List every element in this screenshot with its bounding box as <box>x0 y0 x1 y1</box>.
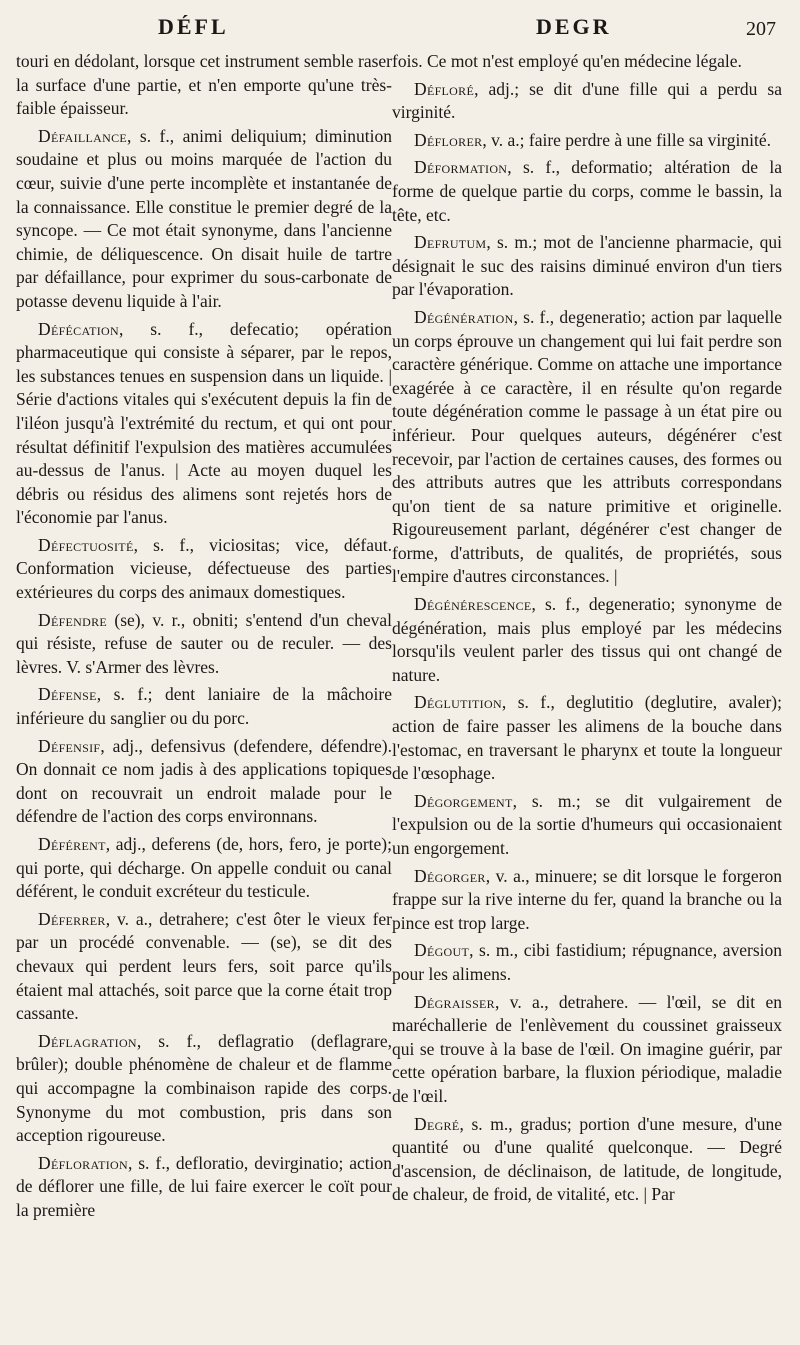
entry-headword: Dégénération <box>414 306 514 327</box>
dictionary-entry <box>16 318 392 530</box>
dictionary-entry <box>16 609 392 680</box>
dictionary-entry <box>392 991 782 1109</box>
dictionary-entry <box>392 78 782 125</box>
entry-headword: Défectuosité <box>38 534 134 555</box>
entry-headword: Défense <box>38 684 97 705</box>
entry-headword: Dégraisser <box>414 991 495 1012</box>
dictionary-entry <box>16 735 392 829</box>
entry-headword: Defrutum <box>414 232 487 253</box>
dictionary-entry <box>392 790 782 861</box>
right-column <box>392 50 782 1211</box>
dictionary-entry <box>16 534 392 605</box>
dictionary-entry <box>16 1030 392 1148</box>
dictionary-entry <box>16 908 392 1026</box>
entry-definition: , s. f., defloratio, devirginatio; action de déflorer une fille, de lui faire exercer le coït pour la première <box>16 1152 392 1220</box>
entry-headword: Défloré <box>414 78 475 99</box>
entry-definition: touri en dédolant, lorsque cet instrument semble raser la surface d'une partie, et n'en emporte qu'une très-faible épaisseur. <box>16 51 392 119</box>
entry-headword: Dégénérescence <box>414 594 532 615</box>
entry-definition: , s. f., viciositas; vice, défaut. Conformation vicieuse, défectueuse des parties extérieures du corps des animaux domestiques. <box>16 534 392 603</box>
page-number: 207 <box>746 18 776 40</box>
entry-headword: Défaillance <box>38 125 128 146</box>
entry-headword: Déflorer <box>414 129 483 150</box>
dictionary-entry <box>392 1113 782 1207</box>
entry-headword: Défensif <box>38 735 101 756</box>
entry-headword: Déflagration <box>38 1030 137 1051</box>
entry-headword: Défendre <box>38 609 108 630</box>
dictionary-entry <box>392 691 782 785</box>
dictionary-entry <box>392 156 782 227</box>
dictionary-entry <box>392 231 782 302</box>
entry-headword: Défécation <box>38 318 119 339</box>
entry-definition: , s. m., cibi fastidium; répugnance, aversion pour les alimens. <box>392 940 782 984</box>
entry-definition: , v. a., detrahere; c'est ôter le vieux fer par un procédé convenable. — (se), se dit des chevaux qui perdent leurs fers, soit parce qu'ils étaient mal attachés, soit parce que la corne était trop cassante. <box>16 908 392 1024</box>
entry-definition: , s. f., animi deliquium; diminution soudaine et plus ou moins marquée de l'action du cœur, suivie d'une perte incomplète et instantanée de la connaissance. Elle constitue le premier degré de la syncope. — Ce mot était synonyme, dans l'ancienne chimie, de déliquescence. On disait huile de tartre par défaillance, pour exprimer du sous-carbonate de potasse devenu liquide à l'air. <box>16 125 392 311</box>
entry-definition: , s. f., deflagratio (deflagrare, brûler); double phénomène de chaleur et de flamme qui accompagne la combinaison rapide des corps. Synonyme du mot combustion, pris dans son acception rigoureuse. <box>16 1030 392 1146</box>
entry-definition: , v. a., detrahere. — l'œil, se dit en maréchallerie de l'enlèvement du coussinet graisseux qui se trouve à la base de l'œil. On imagine guérir, par cette opération barbare, la fluxion périodique, maladie de l'œil. <box>392 991 782 1106</box>
entry-definition: , s. f., degeneratio; action par laquelle un corps éprouve un changement qui lui fait perdre son caractère générique. Comme on attache une importance exagérée à ce caractère, il en résulte qu'on regarde toute dégénération comme le passage à un état pire ou inférieur. Pour quelques auteurs, dégénérer c'est recevoir, par l'action de certaines causes, des formes ou des attributs autres que les attributs correspondans qu'on tient de sa nature primitive et originelle. Rigoureusement parlant, dégénérer c'est changer de forme, d'attributs, de qualités, de propriétés, sous l'empire d'autres circonstances. | <box>392 306 782 587</box>
left-column <box>16 50 392 1227</box>
entry-definition: , adj., deferens (de, hors, fero, je porte); qui porte, qui décharge. On appelle conduit ou canal déférent, le conduit excréteur du testicule. <box>16 834 392 902</box>
entry-definition: , s. f., degeneratio; synonyme de dégénération, mais plus employé par les médecins lorsqu'ils veulent parler des tissus qui ont changé de nature. <box>392 594 782 685</box>
dictionary-entry <box>392 50 782 74</box>
dictionary-entry <box>392 939 782 986</box>
dictionary-entry <box>16 50 392 121</box>
entry-headword: Déformation <box>414 157 508 178</box>
dictionary-entry <box>392 129 782 153</box>
entry-definition: (se), v. r., obniti; s'entend d'un cheval qui résiste, refuse de sauter ou de reculer. — des lèvres. V. s'Armer des lèvres. <box>16 609 392 677</box>
entry-definition: , s. f., defecatio; opération pharmaceutique qui consiste à séparer, par le repos, les substances tenues en suspension dans un liquide. | Série d'actions vitales qui s'exécutent depuis la fin de l'iléon jusqu'à l'extrémité du rectum, et qui ont pour résultat définitif l'expulsion des matières accumulées au-dessus de l'anus. | Acte au moyen duquel les débris ou résidus des alimens sont rejetés hors de l'économie par l'anus. <box>16 318 392 528</box>
entry-headword: Degré <box>414 1113 460 1134</box>
dictionary-entry <box>16 1152 392 1223</box>
entry-headword: Défloration <box>38 1152 128 1173</box>
entry-definition: , s. f., deglutitio (deglutire, avaler); action de faire passer les alimens de la bouche dans l'estomac, en traversant le pharynx et toute la longueur de l'œsophage. <box>392 692 782 784</box>
entry-headword: Dégout <box>414 940 470 961</box>
entry-definition: fois. Ce mot n'est employé qu'en médecine légale. <box>392 51 742 71</box>
entry-definition: , adj., defensivus (defendere, défendre). On donnait ce nom jadis à des applications topiques dont on recouvrait un endroit malade pour le défendre de l'action des corps environnans. <box>16 735 392 827</box>
entry-definition: , v. a.; faire perdre à une fille sa virginité. <box>482 129 772 150</box>
dictionary-entry <box>16 683 392 730</box>
entry-definition: , s. f., deformatio; altération de la forme de quelque partie du corps, comme le bassin, la tête, etc. <box>392 157 782 225</box>
entry-headword: Déglutition <box>414 692 502 713</box>
running-head-right: DEGR <box>536 14 612 39</box>
entry-definition: , v. a., minuere; se dit lorsque le forgeron frappe sur la rive interne du fer, quand la branche ou la pince est trop large. <box>392 865 782 933</box>
entry-headword: Déferrer <box>38 908 106 929</box>
entry-headword: Dégorgement <box>414 790 513 811</box>
dictionary-entry <box>392 865 782 936</box>
entry-definition: , s. m., gradus; portion d'une mesure, d'une quantité ou d'une qualité quelconque. — Degré d'ascension, de déclinaison, de latitude, de longitude, de chaleur, de froid, de vitalité, etc. | Par <box>392 1113 782 1205</box>
dictionary-entry <box>16 833 392 904</box>
entry-definition: , s. f.; dent laniaire de la mâchoire inférieure du sanglier ou du porc. <box>16 684 392 729</box>
entry-headword: Dégorger <box>414 865 486 886</box>
entry-headword: Déférent <box>38 834 106 854</box>
entry-definition: , s. m.; mot de l'ancienne pharmacie, qui désignait le suc des raisins diminué environ d'un tiers par l'évaporation. <box>392 232 782 300</box>
dictionary-entry <box>16 125 392 314</box>
entry-definition: , adj.; se dit d'une fille qui a perdu sa virginité. <box>392 78 782 123</box>
dictionary-entry <box>392 306 782 589</box>
entry-definition: , s. m.; se dit vulgairement de l'expulsion ou de la sortie d'humeurs qui occasionaient un engorgement. <box>392 790 782 858</box>
dictionary-entry <box>392 593 782 687</box>
running-head-left: DÉFL <box>158 14 229 39</box>
